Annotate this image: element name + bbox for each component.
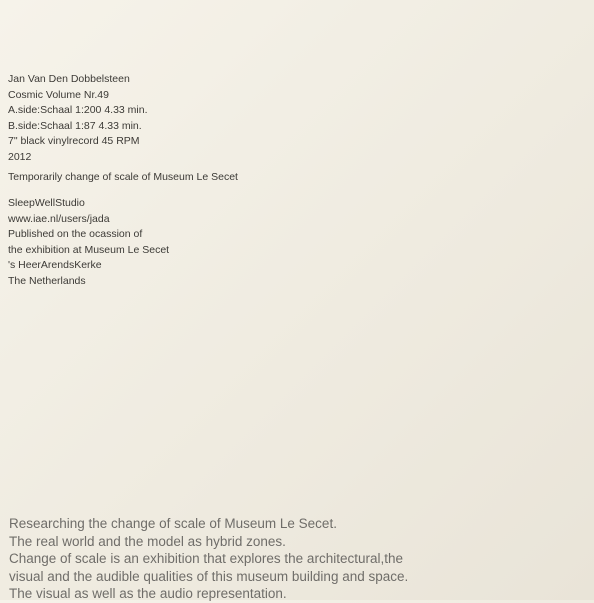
statement-line-1: Researching the change of scale of Museum Le Secet. [9,516,337,531]
record-format: 7" black vinylrecord 45 RPM [8,135,140,147]
publication-note-2: the exhibition at Museum Le Secet [8,243,170,256]
publisher-block [8,196,169,289]
statement-line-5: The visual as well as the audio representation. [9,586,287,601]
artist-name: Jan Van Den Dobbelsteen [8,73,130,85]
side-b-info: B.side:Schaal 1:87 4.33 min. [8,119,142,132]
exhibition-statement [9,515,408,603]
publication-note-1: Published on the ocassion of [8,228,143,240]
series-number: Cosmic Volume Nr.49 [8,88,109,101]
studio-name: SleepWellStudio [8,197,85,209]
town-name: 's HeerArendsKerke [8,259,102,271]
work-title: Temporarily change of scale of Museum Le Secet [8,171,238,183]
statement-line-3: Change of scale is an exhibition that explores the architectural,the [9,551,403,566]
website-text: www.iae.nl/users/jada [8,212,110,225]
release-year: 2012 [8,150,32,163]
statement-line-4: visual and the audible qualities of this museum building and space. [9,568,409,584]
side-a-info: A.side:Schaal 1:200 4.33 min. [8,104,148,116]
credits-block [8,72,148,165]
country-name: The Netherlands [8,274,86,287]
statement-line-2: The real world and the model as hybrid zones. [9,533,286,549]
